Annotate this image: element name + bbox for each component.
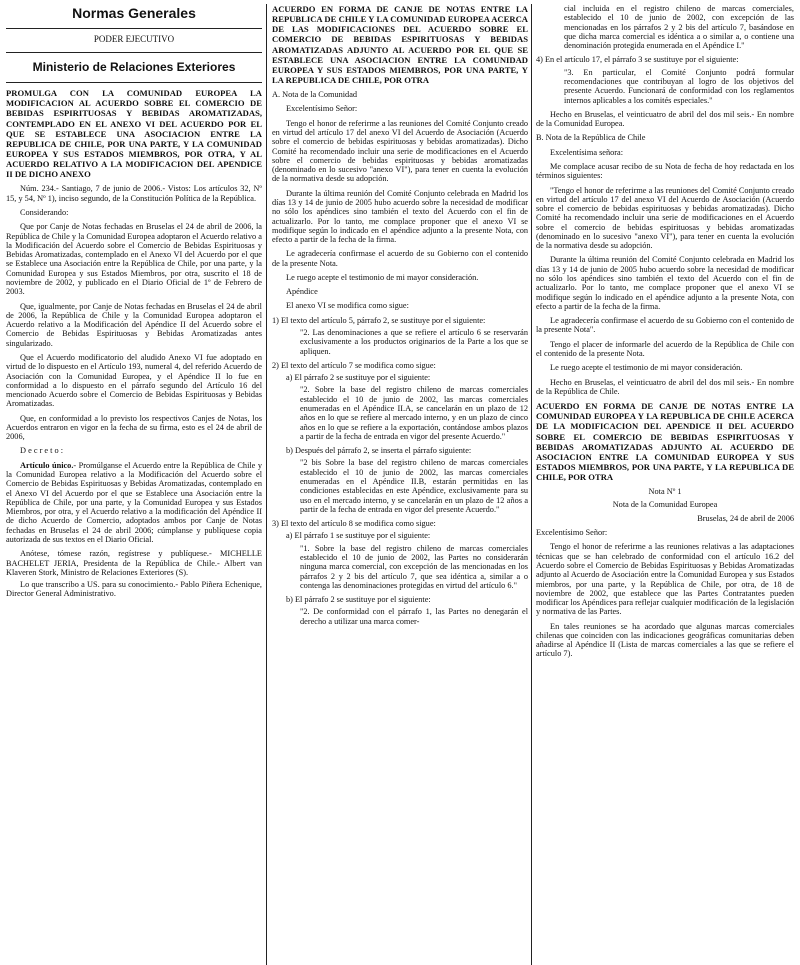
- section-title: Normas Generales: [72, 5, 196, 21]
- paragraph: En tales reuniones se ha acordado que algunas marcas comerciales chilenas que coinciden con las indicaciones geográficas comunitarias deben añadirse al Apéndice II (Lista de marcas comerciales a las que se refiere el artículo 7).: [536, 621, 794, 659]
- nota-heading: B. Nota de la República de Chile: [536, 133, 646, 143]
- paragraph: Que, igualmente, por Canje de Notas fechadas en Bruselas el 24 de abril de 2006, la República de Chile y la Comunidad Europea adoptaron el Acuerdo relativo a la Modificación del Apéndice II del Acuerdo sobre el Comercio de Bebidas Espirituosas y Bebidas Aromatizadas antes singularizado.: [6, 301, 262, 348]
- paragraph: Le ruego acepte el testimonio de mi mayor consideración.: [286, 272, 479, 282]
- paragraph: Núm. 234.- Santiago, 7 de junio de 2006.- Vistos: Los artículos 32, Nº 15, y 54, Nº 1), inciso segundo, de la Constitución Política de la República.: [6, 184, 262, 203]
- paragraph: Tengo el honor de referirme a las reuniones del Comité Conjunto creado en virtud del artículo 17 del anexo VI del Acuerdo de Asociación (Acuerdo sobre el comercio de bebidas espirituosas y bebidas aromatizadas). Dicho Comité ha recomendado incluir una serie de modificaciones en el Acuerdo sobre el comercio de bebidas espirituosas y bebidas aromatizadas (denominado en lo sucesivo "anexo VI"), para tener en cuenta la evolución de la normativa desde su adopción.: [272, 118, 528, 184]
- article-label: Artículo único.: [20, 460, 74, 470]
- paragraph: Anótese, tómese razón, regístrese y publíquese.- MICHELLE BACHELET JERIA, Presidenta de la República de Chile.- Albert van Klaveren Stork, Ministro de Relaciones Exteriores (S).: [6, 549, 262, 577]
- paragraph: Durante la última reunión del Comité Conjunto celebrada en Madrid los días 13 y 14 de junio de 2005 hubo acuerdo sobre la necesidad de modificar no sólo los apéndices sino también el texto del Acuerdo con el fin de actualizarlo. Por lo tanto, me complace proponer que el anexo VI se modifique según lo indicado en el apéndice adjunto a la presente Nota, con efecto a partir de la fecha de la firma.: [536, 255, 794, 311]
- sub-item: b) Después del párrafo 2, se inserta el párrafo siguiente:: [286, 446, 472, 456]
- salutation: Excelentísimo Señor:: [286, 104, 358, 114]
- quote: "1. Sobre la base del registro chileno de marcas comerciales establecido el 10 de junio de 2002, las Partes no considerarán ninguna marca comercial, con excepción de las mencionadas en los párrafos 2 y 2 bis del artículo 7, que sea idéntica a, similar a o contenga las denominaciones protegidas en virtud del artículo 6.": [300, 543, 528, 590]
- column-divider: [266, 4, 267, 965]
- paragraph: "Tengo el honor de referirme a las reuniones del Comité Conjunto creado en virtud del artículo 17 del anexo VI del Acuerdo de Asociación (Acuerdo sobre el comercio de bebidas espirituosas y bebidas aromatizadas). Dicho Comité ha recomendado incluir una serie de modificaciones en el Acuerdo sobre el comercio de bebidas espirituosas y bebidas aromatizadas (denominado en lo sucesivo "anexo VI"), para tener en cuenta la evolución de la normativa desde su adopción.: [536, 185, 794, 251]
- quote: "2 bis Sobre la base del registro chileno de marcas comerciales establecido el 10 de junio de 2002, las marcas comerciales enumeradas en el Apéndice II.B, estarán permitidas en las condiciones establecidas en este Apéndice, exclusivamente para su uso en el mercado interno, y se cancelarán en un plazo de 12 años a partir de la fecha de entrada en vigor del presente Acuerdo.": [300, 458, 528, 514]
- divider: [6, 82, 262, 83]
- paragraph: El anexo VI se modifica como sigue:: [286, 301, 409, 311]
- column-1: [6, 4, 262, 965]
- articulo-unico: [6, 461, 262, 545]
- date-line: Bruselas, 24 de abril de 2006: [697, 513, 794, 523]
- column-3: [536, 4, 794, 965]
- divider: [6, 52, 262, 53]
- list-item: 4) En el artículo 17, el párrafo 3 se sustituye por el siguiente:: [536, 55, 739, 65]
- agreement-title: ACUERDO EN FORMA DE CANJE DE NOTAS ENTRE LA REPUBLICA DE CHILE Y LA COMUNIDAD EUROPEA ACERCA DE LAS MODIFICACIONES DEL ACUERDO SOBRE EL COMERCIO DE BEBIDAS ESPIRITUOSAS Y BEBIDAS AROMATIZADAS ADJUNTO AL ACUERDO POR EL QUE SE ESTABLECE UNA ASOCIACION ENTRE LA COMUNIDAD EUROPEA Y SUS ESTADOS MIEMBROS, POR UNA PARTE, Y LA REPUBLICA DE CHILE, POR OTRA: [272, 4, 528, 85]
- apendice-heading: Apéndice: [286, 287, 318, 297]
- paragraph: Durante la última reunión del Comité Conjunto celebrada en Madrid los días 13 y 14 de junio de 2005 hubo acuerdo sobre la necesidad de modificar no sólo los apéndices sino también el texto del Acuerdo con el fin de actualizarlo. Por lo tanto, me complace proponer que el anexo VI se modifique según lo indicado en el apéndice adjunto a la presente Nota, con efecto a partir de la fecha de la firma.: [272, 188, 528, 245]
- paragraph: Hecho en Bruselas, el veinticuatro de abril del dos mil seis.- En nombre de la República de Chile.: [536, 377, 794, 396]
- paragraph: Le ruego acepte el testimonio de mi mayor consideración.: [550, 363, 743, 373]
- sub-item: a) El párrafo 2 se sustituye por el siguiente:: [286, 373, 431, 383]
- decree-title: PROMULGA CON LA COMUNIDAD EUROPEA LA MODIFICACION AL ACUERDO SOBRE EL COMERCIO DE BEBIDAS ESPIRITUOSAS Y BEBIDAS AROMATIZADAS, CONTEMPLADO EN EL ANEXO VI DEL ACUERDO POR EL QUE SE ESTABLECE UNA ASOCIACION ENTRE LA REPUBLICA DE CHILE, POR UNA PARTE, Y LA COMUNIDAD EUROPEA Y SUS ESTADOS MIEMBROS, POR OTRA, Y AL ACUERDO RELATIVO A LA MODIFICACION DEL APENDICE II DE DICHO ANEXO: [6, 88, 262, 180]
- paragraph: Que, en conformidad a lo previsto los respectivos Canjes de Notas, los Acuerdos entraron en vigor en la fecha de su firma, esto es el 24 de abril de 2006,: [6, 413, 262, 442]
- agreement-title: ACUERDO EN FORMA DE CANJE DE NOTAS ENTRE LA COMUNIDAD EUROPEA Y LA REPUBLICA DE CHILE ACERCA DE LA MODIFICACION DEL APENDICE II DEL ACUERDO SOBRE EL COMERCIO DE BEBIDAS ESPIRITUOSAS Y BEBIDAS AROMATIZADAS ADJUNTO AL ACUERDO DE ASOCIACION ENTRE LA COMUNIDAD EUROPEA Y SUS ESTADOS MIEMBROS, POR UNA PARTE, Y LA REPUBLICA DE CHILE, POR OTRA: [536, 401, 794, 483]
- list-item: 3) El texto del artículo 8 se modifica como sigue:: [272, 519, 436, 529]
- nota-number: Nota Nº 1: [648, 487, 682, 497]
- list-item: 2) El texto del artículo 7 se modifica como sigue:: [272, 360, 436, 370]
- paragraph: Lo que transcribo a US. para su conocimiento.- Pablo Piñera Echenique, Director General Administrativo.: [6, 580, 262, 599]
- divider: [6, 28, 262, 29]
- list-item: 1) El texto del artículo 5, párrafo 2, se sustituye por el siguiente:: [272, 315, 486, 325]
- nota-subtitle: Nota de la Comunidad Europea: [612, 499, 718, 509]
- paragraph: Me complace acusar recibo de su Nota de fecha de hoy redactada en los términos siguientes:: [536, 161, 794, 181]
- column-divider: [531, 4, 532, 965]
- column-2: [272, 4, 528, 965]
- paragraph: Le agradecería confirmase el acuerdo de su Gobierno con el contenido de la presente Nota".: [536, 316, 794, 335]
- quote: cial incluida en el registro chileno de marcas comerciales, establecido el 10 de junio de 2002, con excepción de las mencionadas en los párrafos 2 y 2 bis del artículo 7, basándose en que dicha marca comercial es idéntica a o similar a, o contiene una denominación protegida enumerada en el Apéndice I.": [564, 4, 794, 51]
- article-text: - Promúlganse el Acuerdo entre la República de Chile y la Comunidad Europea relativo a la Modificación del Acuerdo sobre el Comercio de Bebidas Espirituosas y Bebidas Aromatizadas, contemplado en el Anexo VI del Acuerdo por el que se Establece una Asociación entre la República de Chile, por una parte, y la Comunidad Europea y sus Estados Miembros, por otra, y el Acuerdo relativo a la modificación del Apéndice II de dicho Acuerdo de Comercio, adoptados ambos por Canje de Notas fechadas en Bruselas el 24 de abril 2006; cúmplanse y publíquese copia autorizada de sus textos en el Diario Oficial.: [6, 460, 262, 545]
- sub-item: a) El párrafo 1 se sustituye por el siguiente:: [286, 531, 431, 541]
- salutation: Excelentísimo Señor:: [536, 528, 608, 538]
- salutation: Excelentísima señora:: [550, 147, 624, 157]
- quote: "2. Las denominaciones a que se refiere el artículo 6 se reservarán exclusivamente a los productos originarios de la Parte a los que se apliquen.: [300, 328, 528, 356]
- paragraph: Tengo el honor de referirme a las reuniones relativas a las adaptaciones técnicas que se han celebrado de conformidad con el artículo 16.2 del Acuerdo sobre el Comercio de Bebidas Espirituosas y Bebidas Aromatizadas adjunto al Acuerdo de Asociación entre la Comunidad Europea y sus Estados miembros, por una parte, y la República de Chile, por otra, de 18 de noviembre de 2002, que establece que las Partes Contratantes pueden modificar los Apéndices para reflejar cualquier modificación de la legislación y normativa de las Partes.: [536, 542, 794, 617]
- sub-item: b) El párrafo 2 se sustituye por el siguiente:: [286, 595, 431, 605]
- ministry-title: Ministerio de Relaciones Exteriores: [32, 59, 236, 74]
- paragraph: Le agradecería confirmase el acuerdo de su Gobierno con el contenido de la presente Nota.: [272, 249, 528, 268]
- paragraph: Hecho en Bruselas, el veinticuatro de abril del dos mil seis.- En nombre de la Comunidad Europea.: [536, 109, 794, 129]
- quote: "2. De conformidad con el párrafo 1, las Partes no denegarán el derecho a utilizar una marca comer-: [300, 607, 528, 626]
- quote: "3. En particular, el Comité Conjunto podrá formular recomendaciones que contribuyan al logro de los objetivos del presente Acuerdo. Funcionará de conformidad con los reglamentos internos aplicables a los comités especiales.": [564, 67, 794, 105]
- branch-title: PODER EJECUTIVO: [93, 33, 175, 44]
- paragraph: Que por Canje de Notas fechadas en Bruselas el 24 de abril de 2006, la República de Chile y la Comunidad Europea adoptaron el Acuerdo relativo a la Modificación del Acuerdo sobre el Comercio de Bebidas Espirituosas y Bebidas Aromatizadas, contemplado en el Anexo VI del Acuerdo por el que se Establece una Asociación entre la República de Chile, por una parte, y la Comunidad Europea y sus Estados Miembros, por otra, suscrito el 18 de noviembre de 2002, y publicado en el Diario Oficial de 1º de Febrero de 2003.: [6, 222, 262, 297]
- paragraph: Que el Acuerdo modificatorio del aludido Anexo VI fue adoptado en virtud de lo dispuesto en el Artículo 193, numeral 4, del referido Acuerdo de Asociación con la Comunidad Europea, y el Apéndice II lo fue en conformidad a lo dispuesto en el párrafo segundo del Artículo 16 del mencionado Acuerdo sobre el Comercio de Bebidas Espirituosas y Bebidas Aromatizadas.: [6, 352, 262, 409]
- paragraph: Considerando:: [20, 208, 69, 218]
- quote: "2. Sobre la base del registro chileno de marcas comerciales establecido el 10 de junio de 2002, las marcas comerciales enumeradas en el Apéndice II.A, se cancelarán en un plazo de 12 años en lo que se refiere al mercado interno, y en un plazo de cinco años en lo que se refiere a la exportación, contándose ambos plazos a partir de la fecha de entrada en vigor del presente Acuerdo.": [300, 385, 528, 441]
- paragraph: Tengo el placer de informarle del acuerdo de la República de Chile con el contenido de la presente Nota.: [536, 339, 794, 358]
- decreto-heading: D e c r e t o :: [20, 446, 64, 456]
- nota-heading: A. Nota de la Comunidad: [272, 90, 358, 100]
